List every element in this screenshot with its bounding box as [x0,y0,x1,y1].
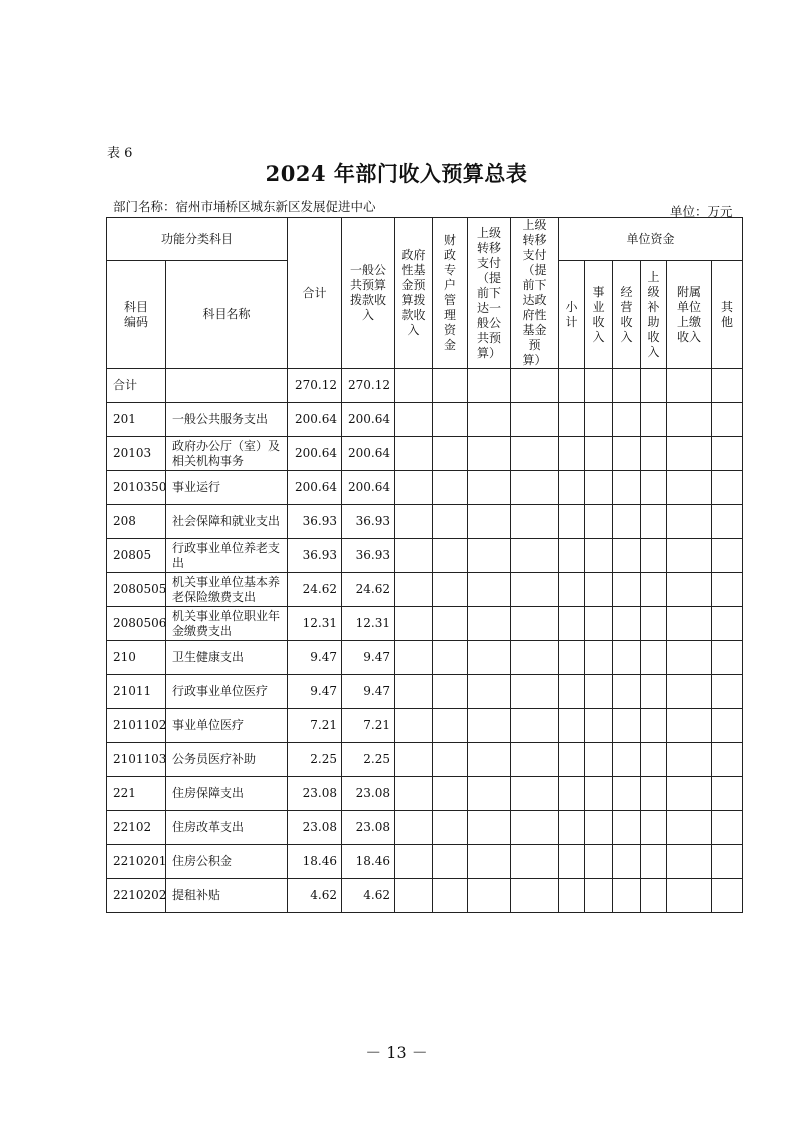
empty-cell [468,845,511,879]
total-cell: 270.12 [288,369,342,403]
empty-cell [395,777,433,811]
empty-cell [641,607,667,641]
table-row [107,879,743,913]
header-affiliated-income: 附属单位上缴收入 [667,261,712,369]
empty-cell [613,505,641,539]
empty-cell [468,505,511,539]
empty-cell [468,777,511,811]
header-func-class: 功能分类科目 [107,218,288,261]
header-code: 科目编码 [107,261,166,369]
name-cell: 事业运行 [166,471,288,505]
empty-cell [712,709,743,743]
empty-cell [395,879,433,913]
empty-cell [559,845,585,879]
header-transfer-fund: 上级转移支付（提前下达政府性基金预算） [511,218,559,369]
empty-cell [712,641,743,675]
table-row [107,403,743,437]
empty-cell [712,471,743,505]
empty-cell [641,777,667,811]
general-budget-cell: 200.64 [342,437,395,471]
empty-cell [511,641,559,675]
name-cell: 提租补贴 [166,879,288,913]
empty-cell [667,845,712,879]
empty-cell [641,471,667,505]
empty-cell [712,879,743,913]
total-cell: 24.62 [288,573,342,607]
table-label: 表 6 [107,146,133,161]
empty-cell [511,607,559,641]
name-cell [166,369,288,403]
empty-cell [585,777,613,811]
empty-cell [559,471,585,505]
code-cell: 21011 [107,675,166,709]
page-number: － 13 － [365,1043,428,1062]
empty-cell [641,675,667,709]
code-cell: 合计 [107,369,166,403]
empty-cell [433,607,468,641]
empty-cell [585,743,613,777]
code-cell: 208 [107,505,166,539]
empty-cell [712,811,743,845]
empty-cell [511,369,559,403]
general-budget-cell: 18.46 [342,845,395,879]
header-business-income: 事业收入 [585,261,613,369]
code-cell: 210 [107,641,166,675]
empty-cell [613,777,641,811]
empty-cell [468,539,511,573]
name-cell: 公务员医疗补助 [166,743,288,777]
code-cell: 2210201 [107,845,166,879]
empty-cell [468,403,511,437]
empty-cell [613,471,641,505]
empty-cell [433,641,468,675]
general-budget-cell: 36.93 [342,505,395,539]
empty-cell [468,573,511,607]
empty-cell [559,879,585,913]
empty-cell [667,811,712,845]
empty-cell [433,573,468,607]
empty-cell [585,437,613,471]
total-cell: 200.64 [288,403,342,437]
empty-cell [641,403,667,437]
general-budget-cell: 23.08 [342,777,395,811]
empty-cell [667,573,712,607]
header-superior-subsidy: 上级补助收入 [641,261,667,369]
empty-cell [613,641,641,675]
empty-cell [667,369,712,403]
empty-cell [712,403,743,437]
empty-cell [613,369,641,403]
name-cell: 机关事业单位基本养老保险缴费支出 [166,573,288,607]
table-row [107,709,743,743]
empty-cell [511,505,559,539]
empty-cell [433,471,468,505]
empty-cell [585,539,613,573]
total-cell: 23.08 [288,777,342,811]
empty-cell [433,505,468,539]
table-row [107,505,743,539]
empty-cell [613,437,641,471]
empty-cell [585,505,613,539]
table-row [107,607,743,641]
empty-cell [395,471,433,505]
empty-cell [667,539,712,573]
general-budget-cell: 200.64 [342,471,395,505]
empty-cell [433,539,468,573]
empty-cell [559,743,585,777]
empty-cell [395,403,433,437]
empty-cell [613,845,641,879]
empty-cell [511,573,559,607]
empty-cell [667,607,712,641]
empty-cell [468,437,511,471]
general-budget-cell: 12.31 [342,607,395,641]
empty-cell [511,709,559,743]
empty-cell [585,845,613,879]
department-name: 部门名称：宿州市埇桥区城东新区发展促进中心 [113,199,376,214]
empty-cell [712,607,743,641]
empty-cell [433,709,468,743]
total-cell: 36.93 [288,505,342,539]
empty-cell [395,539,433,573]
empty-cell [559,437,585,471]
name-cell: 机关事业单位职业年金缴费支出 [166,607,288,641]
empty-cell [641,641,667,675]
code-cell: 20805 [107,539,166,573]
empty-cell [395,845,433,879]
code-cell: 2080506 [107,607,166,641]
empty-cell [395,675,433,709]
code-cell: 201 [107,403,166,437]
code-cell: 2010350 [107,471,166,505]
code-cell: 20103 [107,437,166,471]
header-special-account: 财政专户管理资金 [433,218,468,369]
empty-cell [667,437,712,471]
table-row [107,743,743,777]
empty-cell [395,743,433,777]
empty-cell [641,709,667,743]
empty-cell [511,777,559,811]
empty-cell [613,675,641,709]
empty-cell [667,403,712,437]
unit-label: 单位：万元 [670,204,733,219]
empty-cell [395,607,433,641]
empty-cell [511,437,559,471]
empty-cell [641,879,667,913]
empty-cell [559,573,585,607]
total-cell: 36.93 [288,539,342,573]
name-cell: 一般公共服务支出 [166,403,288,437]
empty-cell [559,675,585,709]
empty-cell [559,505,585,539]
total-cell: 9.47 [288,675,342,709]
empty-cell [585,607,613,641]
empty-cell [613,743,641,777]
empty-cell [712,777,743,811]
empty-cell [712,437,743,471]
code-cell: 2210202 [107,879,166,913]
table-row [107,641,743,675]
empty-cell [559,777,585,811]
total-cell: 2.25 [288,743,342,777]
code-cell: 22102 [107,811,166,845]
general-budget-cell: 2.25 [342,743,395,777]
empty-cell [667,675,712,709]
empty-cell [395,505,433,539]
name-cell: 行政事业单位养老支出 [166,539,288,573]
total-cell: 200.64 [288,437,342,471]
empty-cell [433,879,468,913]
empty-cell [433,811,468,845]
name-cell: 住房改革支出 [166,811,288,845]
empty-cell [433,845,468,879]
empty-cell [468,641,511,675]
name-cell: 行政事业单位医疗 [166,675,288,709]
name-cell: 卫生健康支出 [166,641,288,675]
general-budget-cell: 7.21 [342,709,395,743]
header-total: 合计 [288,218,342,369]
empty-cell [468,607,511,641]
empty-cell [395,709,433,743]
general-budget-cell: 270.12 [342,369,395,403]
empty-cell [641,743,667,777]
total-cell: 7.21 [288,709,342,743]
code-cell: 2101103 [107,743,166,777]
empty-cell [667,879,712,913]
empty-cell [613,403,641,437]
empty-cell [468,471,511,505]
header-name: 科目名称 [166,261,288,369]
empty-cell [395,369,433,403]
empty-cell [667,471,712,505]
empty-cell [613,879,641,913]
code-cell: 2101102 [107,709,166,743]
empty-cell [559,811,585,845]
header-unit-funds: 单位资金 [559,218,743,261]
general-budget-cell: 36.93 [342,539,395,573]
general-budget-cell: 9.47 [342,675,395,709]
name-cell: 住房公积金 [166,845,288,879]
empty-cell [712,505,743,539]
empty-cell [667,505,712,539]
empty-cell [395,437,433,471]
empty-cell [559,641,585,675]
table-row [107,573,743,607]
general-budget-cell: 24.62 [342,573,395,607]
general-budget-cell: 4.62 [342,879,395,913]
empty-cell [511,845,559,879]
empty-cell [468,879,511,913]
code-cell: 221 [107,777,166,811]
empty-cell [641,811,667,845]
empty-cell [395,573,433,607]
header-general-budget: 一般公共预算拨款收入 [342,218,395,369]
total-cell: 18.46 [288,845,342,879]
table-row [107,539,743,573]
header-gov-fund: 政府性基金预算拨款收入 [395,218,433,369]
table-row [107,845,743,879]
empty-cell [667,709,712,743]
empty-cell [511,675,559,709]
empty-cell [585,573,613,607]
empty-cell [395,811,433,845]
empty-cell [712,675,743,709]
header-other: 其他 [712,261,743,369]
general-budget-cell: 200.64 [342,403,395,437]
empty-cell [585,879,613,913]
empty-cell [559,709,585,743]
empty-cell [468,811,511,845]
empty-cell [468,709,511,743]
empty-cell [613,573,641,607]
empty-cell [585,471,613,505]
total-cell: 9.47 [288,641,342,675]
empty-cell [641,845,667,879]
empty-cell [559,607,585,641]
empty-cell [712,743,743,777]
code-cell: 2080505 [107,573,166,607]
empty-cell [433,743,468,777]
budget-table [106,217,743,913]
empty-cell [641,573,667,607]
header-operating-income: 经营收入 [613,261,641,369]
header-subtotal: 小计 [559,261,585,369]
empty-cell [511,539,559,573]
empty-cell [585,369,613,403]
empty-cell [667,641,712,675]
empty-cell [712,845,743,879]
empty-cell [433,403,468,437]
empty-cell [433,675,468,709]
general-budget-cell: 9.47 [342,641,395,675]
empty-cell [641,369,667,403]
empty-cell [395,641,433,675]
table-row [107,471,743,505]
empty-cell [511,811,559,845]
empty-cell [613,811,641,845]
table-row [107,811,743,845]
empty-cell [511,743,559,777]
total-cell: 200.64 [288,471,342,505]
empty-cell [712,573,743,607]
empty-cell [433,437,468,471]
empty-cell [613,607,641,641]
empty-cell [511,403,559,437]
empty-cell [468,743,511,777]
empty-cell [433,777,468,811]
name-cell: 政府办公厅（室）及相关机构事务 [166,437,288,471]
empty-cell [641,539,667,573]
empty-cell [641,437,667,471]
name-cell: 社会保障和就业支出 [166,505,288,539]
total-cell: 4.62 [288,879,342,913]
empty-cell [433,369,468,403]
table-row [107,675,743,709]
empty-cell [585,403,613,437]
empty-cell [511,879,559,913]
page-title: 2024 年部门收入预算总表 [265,161,528,186]
total-cell: 23.08 [288,811,342,845]
empty-cell [511,471,559,505]
empty-cell [613,539,641,573]
empty-cell [667,743,712,777]
empty-cell [641,505,667,539]
empty-cell [585,709,613,743]
empty-cell [559,403,585,437]
table-row [107,369,743,403]
table-row [107,437,743,471]
empty-cell [585,641,613,675]
empty-cell [559,369,585,403]
empty-cell [585,811,613,845]
general-budget-cell: 23.08 [342,811,395,845]
empty-cell [585,675,613,709]
empty-cell [468,369,511,403]
total-cell: 12.31 [288,607,342,641]
name-cell: 住房保障支出 [166,777,288,811]
empty-cell [712,539,743,573]
empty-cell [559,539,585,573]
empty-cell [712,369,743,403]
empty-cell [667,777,712,811]
empty-cell [613,709,641,743]
empty-cell [468,675,511,709]
name-cell: 事业单位医疗 [166,709,288,743]
table-row [107,777,743,811]
header-transfer-general: 上级转移支付（提前下达一般公共预算） [468,218,511,369]
